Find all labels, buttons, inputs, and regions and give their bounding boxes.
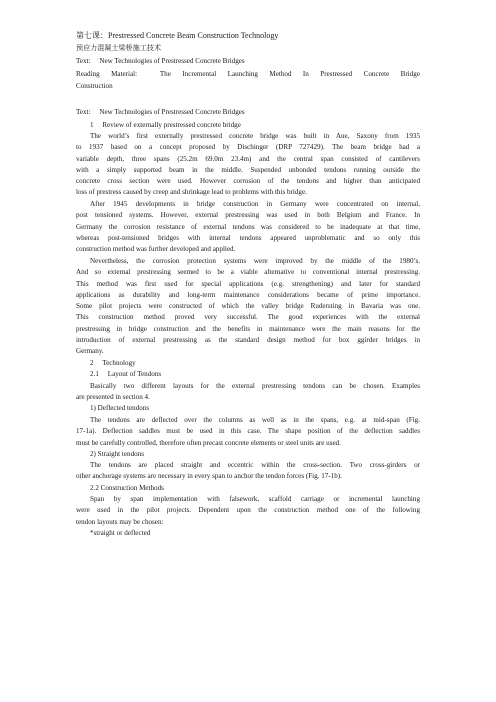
- paragraph-line: to 1937 based on a concept proposed by Dischinger (DRP 727429). The beam bridge had a: [76, 143, 420, 152]
- paragraph-line: This construction method proved very successful. The good experiences with the external: [76, 313, 420, 322]
- item-2-heading: 2) Straight tendons: [90, 450, 144, 458]
- lesson-title: 第七课：Prestressed Concrete Beam Construction Technology: [76, 31, 279, 40]
- paragraph-line: tendon layouts may be chosen:: [76, 517, 164, 526]
- paragraph-line: And so external prestressing seemed to be a viable alternative to conventional internal prestressing.: [76, 268, 420, 277]
- paragraph-1: [76, 131, 420, 199]
- paragraph-line: Germany.: [76, 347, 104, 356]
- paragraph-7: [76, 494, 420, 528]
- paragraph-line: Nevertheless, the corrosion protection systems were improved by the middle of the 1980’s.: [90, 257, 420, 265]
- paragraph-line: were used in the pilot projects. Dependent upon the construction method one of the following: [76, 506, 420, 515]
- paragraph-line: Germany the corrosion resistance of external tendons was considered to be inadequate at that time,: [76, 222, 420, 231]
- paragraph-2: [76, 199, 420, 255]
- paragraph-line: This method was first used for special applications (e.g. strengthening) and later for standard: [76, 279, 420, 288]
- paragraph-line: are presented in section 4.: [76, 393, 150, 402]
- paragraph-line: The world’s first externally prestressed concrete bridge was built in Aue, Saxony from 1935: [90, 132, 420, 140]
- section-2-1-heading: 2.1 Layout of Tendons: [90, 370, 162, 378]
- paragraph-line: applications as durability and long-term maintenance considerations became of prime importance.: [76, 290, 420, 299]
- section-2-2-heading: 2.2 Construction Methods: [90, 484, 164, 492]
- section-2-heading: 2 Technology: [90, 359, 136, 367]
- paragraph-line: Some pilot projects were constructed of which the valley bridge Rudersting in Bavaria was one.: [76, 302, 420, 311]
- paragraph-line: post tensioned systems. However, external prestressing was used in both Belgium and France. In: [76, 211, 420, 220]
- section-1-heading: 1 Review of externally prestressed concrete bridge: [90, 121, 241, 129]
- paragraph-line: prestressing in bridge construction and the benefits in maintenance were the main reasons for the: [76, 324, 420, 333]
- paragraph-line: After 1945 developments in bridge construction in Germany were concentrated on internal,: [90, 200, 420, 208]
- paragraph-line: loss of prestress caused by creep and shrinkage lead to problems with this bridge.: [76, 188, 307, 197]
- paragraph-line: variable depth, three spans (25.2m 69.0m 23.4m) and the central span consisted of cantilevers: [76, 154, 420, 163]
- paragraph-4: [76, 381, 420, 404]
- paragraph-line: construction method was further developed and applied.: [76, 245, 236, 254]
- paragraph-line: The tendons are deflected over the columns as well as in the spans, e.g. at mid-span (Fig.: [90, 416, 420, 424]
- text-heading: Text: New Technologies of Prestressed Concrete Bridges: [76, 108, 245, 116]
- paragraph-line: Basically two different layouts for the external prestressing tendons can be chosen. Examples: [90, 382, 420, 390]
- paragraph-line: introduction of external prestressing as the standard design method for box ggirder bridges in: [76, 336, 420, 345]
- paragraph-line: other anchorage systems are necessary in every span to anchor the tendon forces (Fig. 17-1b).: [76, 472, 342, 481]
- paragraph-3: [76, 256, 420, 358]
- paragraph-line: with a simply supported beam in the middle. Suspended unbonded tendons running outside the: [76, 165, 420, 174]
- paragraph-line: Span by span implementation with falsework, scaffold carriage or incremental launching: [90, 495, 420, 503]
- item-1-heading: 1) Deflected tendons: [90, 404, 150, 412]
- reading-material-line-1: Reading Material: The Incremental Launching Method In Prestressed Concrete Bridge: [76, 70, 420, 78]
- paragraph-line: 17-1a). Deflection saddles must be used in this case. The shape position of the deflection saddles: [76, 427, 420, 436]
- paragraph-5: [76, 415, 420, 449]
- paragraph-line: whereas post-tensioned bridges with internal tendons appeared unproblematic and so only this: [76, 233, 420, 242]
- reading-material-line-2: Construction: [76, 82, 113, 90]
- paragraph-line: The tendons are placed straight and eccentric within the cross-section. Two cross-girders or: [90, 461, 420, 469]
- lesson-subtitle: 预应力混凝土梁桥施工技术: [76, 44, 162, 52]
- paragraph-line: must be carefully controlled, therefore often precast concrete elements or steel units are used.: [76, 438, 341, 447]
- paragraph-line: concrete cross section were used. However corrosion of the tendons and higher than anticipated: [76, 177, 420, 186]
- text-line: Text: New Technologies of Prestressed Concrete Bridges: [76, 57, 245, 65]
- bullet-item: *straight or deflected: [90, 529, 151, 537]
- paragraph-6: [76, 460, 420, 483]
